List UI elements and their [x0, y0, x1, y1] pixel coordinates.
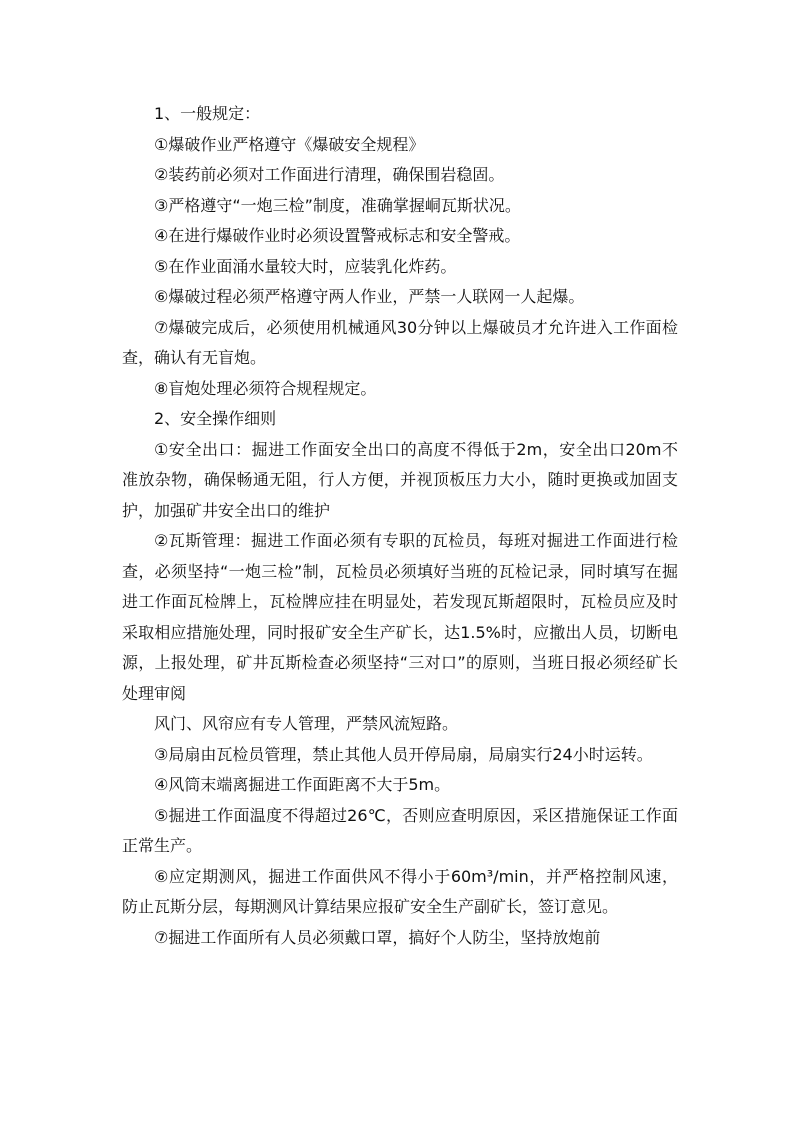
- safety-item-3: ③局扇由瓦检员管理，禁止其他人员开停局扇，局扇实行24小时运转。: [154, 744, 653, 764]
- safety-item-2: ②瓦斯管理：掘进工作面必须有专职的瓦检员，每班对掘进工作面进行检查，必须坚持“一炮三检”制，瓦检员必须填好当班的瓦检记录，同时填写在掘进工作面瓦检牌上，瓦检牌应挂在明显处，若发现瓦斯超限时，瓦检员应及时采取相应措施处理，同时报矿安全生产矿长，达1.5%时，应撤出人员，切断电源，上报处理，矿井瓦斯检查必须坚持“三对口”的原则，当班日报必须经矿长处理审阅: [122, 531, 678, 703]
- safety-item-4: ④风筒末端离掘进工作面距离不大于5m。: [154, 775, 451, 794]
- safety-item-7: ⑦掘进工作面所有人员必须戴口罩，搞好个人防尘，坚持放炮前: [154, 927, 601, 947]
- safety-item-1: ①安全出口：掘进工作面安全出口的高度不得低于2m，安全出口20m不准放杂物，确保畅通无阻，行人方便，并视顶板压力大小，随时更换或加固支护，加强矿井安全出口的维护: [122, 439, 678, 520]
- rule-item-6: ⑥爆破过程必须严格遵守两人作业，严禁一人联网一人起爆。: [154, 287, 585, 306]
- safety-item-2-continued: 风门、风帘应有专人管理，严禁风流短路。: [154, 714, 459, 733]
- rule-item-8: ⑧盲炮处理必须符合规程规定。: [154, 378, 377, 398]
- section-heading-safety-operations: 2、安全操作细则: [154, 409, 277, 428]
- rule-item-4: ④在进行爆破作业时必须设置警戒标志和安全警戒。: [154, 226, 521, 245]
- section-heading-general-rules: 1、一般规定：: [154, 104, 261, 123]
- document-body: [122, 99, 678, 953]
- rule-item-2: ②装药前必须对工作面进行清理，确保围岩稳固。: [154, 165, 505, 184]
- safety-item-6: ⑥应定期测风，掘进工作面供风不得小于60m³/min，并严格控制风速，防止瓦斯分层，每期测风计算结果应报矿安全生产副矿长，签订意见。: [122, 866, 678, 916]
- safety-item-5: ⑤掘进工作面温度不得超过26℃，否则应查明原因，采区措施保证工作面正常生产。: [122, 805, 678, 855]
- rule-item-1: ①爆破作业严格遵守《爆破安全规程》: [154, 134, 425, 154]
- rule-item-5: ⑤在作业面涌水量较大时，应装乳化炸药。: [154, 256, 457, 276]
- rule-item-3: ③严格遵守“一炮三检”制度，准确掌握峒瓦斯状况。: [154, 195, 521, 215]
- rule-item-7: ⑦爆破完成后，必须使用机械通风30分钟以上爆破员才允许进入工作面检查，确认有无盲炮。: [122, 317, 678, 367]
